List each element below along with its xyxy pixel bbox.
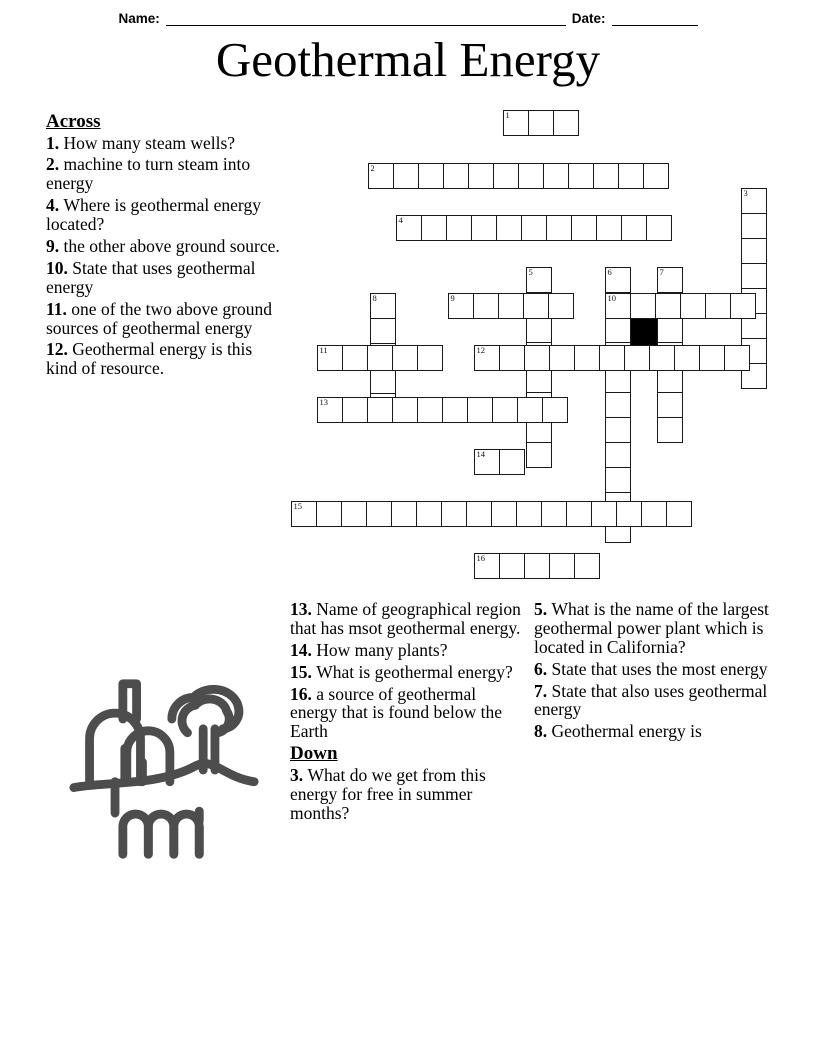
- crossword-cell[interactable]: [370, 368, 396, 394]
- clue-text: State that also uses geothermal energy: [534, 680, 768, 720]
- clue-item: [46, 196, 282, 234]
- across-clues-column: [46, 112, 282, 381]
- crossword-cell[interactable]: [680, 293, 706, 319]
- crossword-cell[interactable]: [316, 501, 342, 527]
- crossword-cell[interactable]: [605, 442, 631, 468]
- crossword-cell[interactable]: [392, 397, 418, 423]
- clue-number: 11.: [46, 298, 72, 319]
- clue-number: 6.: [534, 658, 552, 679]
- crossword-cell[interactable]: [317, 345, 343, 371]
- crossword-cell[interactable]: [468, 163, 494, 189]
- clue-number: 8.: [534, 721, 552, 742]
- page-title: Geothermal Energy: [215, 32, 601, 87]
- crossword-cell[interactable]: [474, 345, 500, 371]
- crossword-block-cell: [631, 319, 657, 345]
- clue-item: [290, 685, 524, 742]
- clue-number: 2.: [46, 154, 64, 175]
- down-heading: Down: [290, 743, 338, 765]
- clue-text: What is the name of the largest geothermal power plant which is located in California?: [534, 599, 769, 657]
- crossword-cell[interactable]: [528, 110, 554, 136]
- crossword-cell[interactable]: [291, 501, 317, 527]
- clue-text: machine to turn steam into energy: [46, 154, 251, 194]
- crossword-cell[interactable]: [571, 215, 597, 241]
- crossword-cell[interactable]: [418, 163, 444, 189]
- crossword-cell[interactable]: [496, 215, 522, 241]
- crossword-cell[interactable]: [526, 267, 552, 293]
- crossword-cell[interactable]: [574, 553, 600, 579]
- crossword-cell[interactable]: [605, 293, 631, 319]
- crossword-cell[interactable]: [699, 345, 725, 371]
- crossword-cell[interactable]: [521, 215, 547, 241]
- crossword-cell[interactable]: [396, 215, 422, 241]
- crossword-cell[interactable]: [498, 293, 524, 319]
- clue-text: the other above ground source.: [63, 235, 280, 256]
- crossword-cell[interactable]: [524, 345, 550, 371]
- crossword-cell[interactable]: [493, 163, 519, 189]
- clue-text: Where is geothermal energy located?: [46, 195, 261, 235]
- crossword-cell[interactable]: [421, 215, 447, 241]
- clue-number: 14.: [290, 639, 317, 660]
- crossword-cell[interactable]: [341, 501, 367, 527]
- cell-number: 2: [370, 163, 375, 173]
- crossword-cell[interactable]: [705, 293, 731, 319]
- clue-item: [534, 660, 774, 679]
- clue-text: What do we get from this energy for free in summer months?: [290, 764, 486, 823]
- crossword-cell[interactable]: [517, 397, 543, 423]
- crossword-cell[interactable]: [630, 293, 656, 319]
- crossword-cell[interactable]: [624, 345, 650, 371]
- crossword-cell[interactable]: [741, 238, 767, 264]
- clue-item: [46, 300, 282, 338]
- crossword-cell[interactable]: [655, 293, 681, 319]
- crossword-cell[interactable]: [646, 215, 672, 241]
- crossword-cell[interactable]: [649, 345, 675, 371]
- crossword-cell[interactable]: [599, 345, 625, 371]
- crossword-cell[interactable]: [605, 267, 631, 293]
- crossword-cell[interactable]: [367, 345, 393, 371]
- crossword-cell[interactable]: [503, 110, 529, 136]
- cell-number: 7: [659, 267, 664, 277]
- name-write-line[interactable]: [166, 12, 566, 26]
- clue-number: 1.: [46, 132, 64, 153]
- clue-text: How many plants?: [316, 639, 448, 660]
- crossword-cell[interactable]: [499, 553, 525, 579]
- crossword-cell[interactable]: [674, 345, 700, 371]
- crossword-cell[interactable]: [541, 501, 567, 527]
- crossword-cell[interactable]: [491, 501, 517, 527]
- mid-clues-column: [290, 600, 524, 825]
- clue-item: [290, 600, 524, 638]
- clue-item: [290, 663, 524, 682]
- clue-item: [46, 259, 282, 297]
- clue-item: [534, 600, 774, 657]
- cell-number: 9: [450, 293, 455, 303]
- clue-item: [46, 237, 282, 256]
- crossword-cell[interactable]: [471, 215, 497, 241]
- crossword-cell[interactable]: [542, 397, 568, 423]
- down-clues-column: [534, 600, 774, 744]
- crossword-cell[interactable]: [666, 501, 692, 527]
- crossword-cell[interactable]: [417, 397, 443, 423]
- clue-text: Geothermal energy is this kind of resource.: [46, 339, 253, 379]
- crossword-cell[interactable]: [568, 163, 594, 189]
- crossword-cell[interactable]: [548, 293, 574, 319]
- crossword-cell[interactable]: [518, 163, 544, 189]
- crossword-cell[interactable]: [370, 318, 396, 344]
- crossword-cell[interactable]: [657, 417, 683, 443]
- crossword-cell[interactable]: [574, 345, 600, 371]
- crossword-cell[interactable]: [443, 163, 469, 189]
- date-write-line[interactable]: [612, 12, 698, 26]
- crossword-cell[interactable]: [499, 345, 525, 371]
- cell-number: 16: [476, 553, 485, 563]
- clue-text: Geothermal energy is: [551, 721, 702, 742]
- clue-item: [46, 155, 282, 193]
- clue-number: 3.: [290, 764, 308, 785]
- crossword-cell[interactable]: [549, 345, 575, 371]
- crossword-cell[interactable]: [730, 293, 756, 319]
- crossword-cell[interactable]: [492, 397, 518, 423]
- crossword-cell[interactable]: [543, 163, 569, 189]
- crossword-cell[interactable]: [591, 501, 617, 527]
- crossword-cell[interactable]: [366, 501, 392, 527]
- crossword-cell[interactable]: [526, 317, 552, 343]
- cell-number: 11: [319, 345, 328, 355]
- cell-number: 15: [293, 501, 302, 511]
- crossword-cell[interactable]: [553, 110, 579, 136]
- date-label: Date:: [571, 11, 606, 26]
- clue-text: Name of geographical region that has msot geothermal energy.: [290, 599, 521, 638]
- crossword-cell[interactable]: [474, 553, 500, 579]
- crossword-cell[interactable]: [474, 449, 500, 475]
- clue-number: 15.: [290, 661, 317, 682]
- crossword-cell[interactable]: [448, 293, 474, 319]
- crossword-cell[interactable]: [367, 397, 393, 423]
- crossword-cell[interactable]: [441, 501, 467, 527]
- cell-number: 6: [607, 267, 612, 277]
- clue-number: 16.: [290, 683, 317, 704]
- cell-number: 5: [528, 267, 533, 277]
- crossword-cell[interactable]: [741, 263, 767, 289]
- crossword-cell[interactable]: [741, 213, 767, 239]
- crossword-cell[interactable]: [616, 501, 642, 527]
- clue-text: a source of geothermal energy that is found below the Earth: [290, 683, 503, 742]
- crossword-cell[interactable]: [546, 215, 572, 241]
- clue-text: State that uses geothermal energy: [46, 257, 256, 297]
- crossword-cell[interactable]: [566, 501, 592, 527]
- crossword-cell[interactable]: [442, 397, 468, 423]
- crossword-cell[interactable]: [523, 293, 549, 319]
- crossword-cell[interactable]: [524, 553, 550, 579]
- crossword-cell[interactable]: [605, 317, 631, 343]
- crossword-cell[interactable]: [466, 501, 492, 527]
- crossword-cell[interactable]: [741, 188, 767, 214]
- clue-item: [46, 340, 282, 378]
- crossword-cell[interactable]: [342, 345, 368, 371]
- crossword-cell[interactable]: [549, 553, 575, 579]
- clue-number: 10.: [46, 257, 73, 278]
- crossword-cell[interactable]: [370, 293, 396, 319]
- crossword-cell[interactable]: [391, 501, 417, 527]
- crossword-cell[interactable]: [499, 449, 525, 475]
- crossword-cell[interactable]: [516, 501, 542, 527]
- crossword-cell[interactable]: [368, 163, 394, 189]
- crossword-cell[interactable]: [621, 215, 647, 241]
- cell-number: 4: [398, 215, 403, 225]
- clue-text: How many steam wells?: [63, 132, 236, 153]
- clue-text: What is geothermal energy?: [316, 661, 513, 682]
- clue-number: 13.: [290, 599, 317, 619]
- crossword-cell[interactable]: [593, 163, 619, 189]
- cell-number: 13: [319, 397, 328, 407]
- cell-number: 8: [372, 293, 377, 303]
- crossword-cell[interactable]: [393, 163, 419, 189]
- crossword-cell[interactable]: [657, 267, 683, 293]
- crossword-cell[interactable]: [473, 293, 499, 319]
- crossword-cell[interactable]: [643, 163, 669, 189]
- across-heading: Across: [46, 111, 101, 132]
- name-label: Name:: [118, 11, 160, 26]
- clue-item: [534, 722, 774, 741]
- clue-number: 5.: [534, 599, 552, 619]
- crossword-cell[interactable]: [317, 397, 343, 423]
- crossword-cell[interactable]: [724, 345, 750, 371]
- cell-number: 14: [476, 449, 485, 459]
- crossword-cell[interactable]: [657, 317, 683, 343]
- clue-number: 12.: [46, 339, 73, 360]
- clue-number: 9.: [46, 235, 64, 256]
- clue-number: 4.: [46, 195, 64, 216]
- crossword-cell[interactable]: [342, 397, 368, 423]
- clue-text: State that uses the most energy: [551, 658, 768, 679]
- crossword-cell[interactable]: [605, 467, 631, 493]
- clue-item: [290, 641, 524, 660]
- crossword-cell[interactable]: [618, 163, 644, 189]
- crossword-cell[interactable]: [605, 417, 631, 443]
- name-date-bar: [0, 0, 816, 26]
- clue-item: [534, 682, 774, 720]
- cell-number: 1: [505, 110, 510, 120]
- crossword-cell[interactable]: [417, 345, 443, 371]
- cell-number: 10: [607, 293, 616, 303]
- geothermal-plant-icon: [66, 672, 262, 864]
- crossword-cell[interactable]: [526, 442, 552, 468]
- crossword-cell[interactable]: [596, 215, 622, 241]
- clue-item: [290, 766, 524, 823]
- crossword-cell[interactable]: [605, 392, 631, 418]
- crossword-cell[interactable]: [467, 397, 493, 423]
- crossword-cell[interactable]: [641, 501, 667, 527]
- cell-number: 3: [743, 188, 748, 198]
- crossword-cell[interactable]: [392, 345, 418, 371]
- crossword-cell[interactable]: [416, 501, 442, 527]
- cell-number: 12: [476, 345, 485, 355]
- clue-item: [46, 134, 282, 153]
- crossword-cell[interactable]: [657, 392, 683, 418]
- crossword-cell[interactable]: [446, 215, 472, 241]
- clue-text: one of the two above ground sources of geothermal energy: [46, 298, 273, 338]
- clue-number: 7.: [534, 680, 552, 701]
